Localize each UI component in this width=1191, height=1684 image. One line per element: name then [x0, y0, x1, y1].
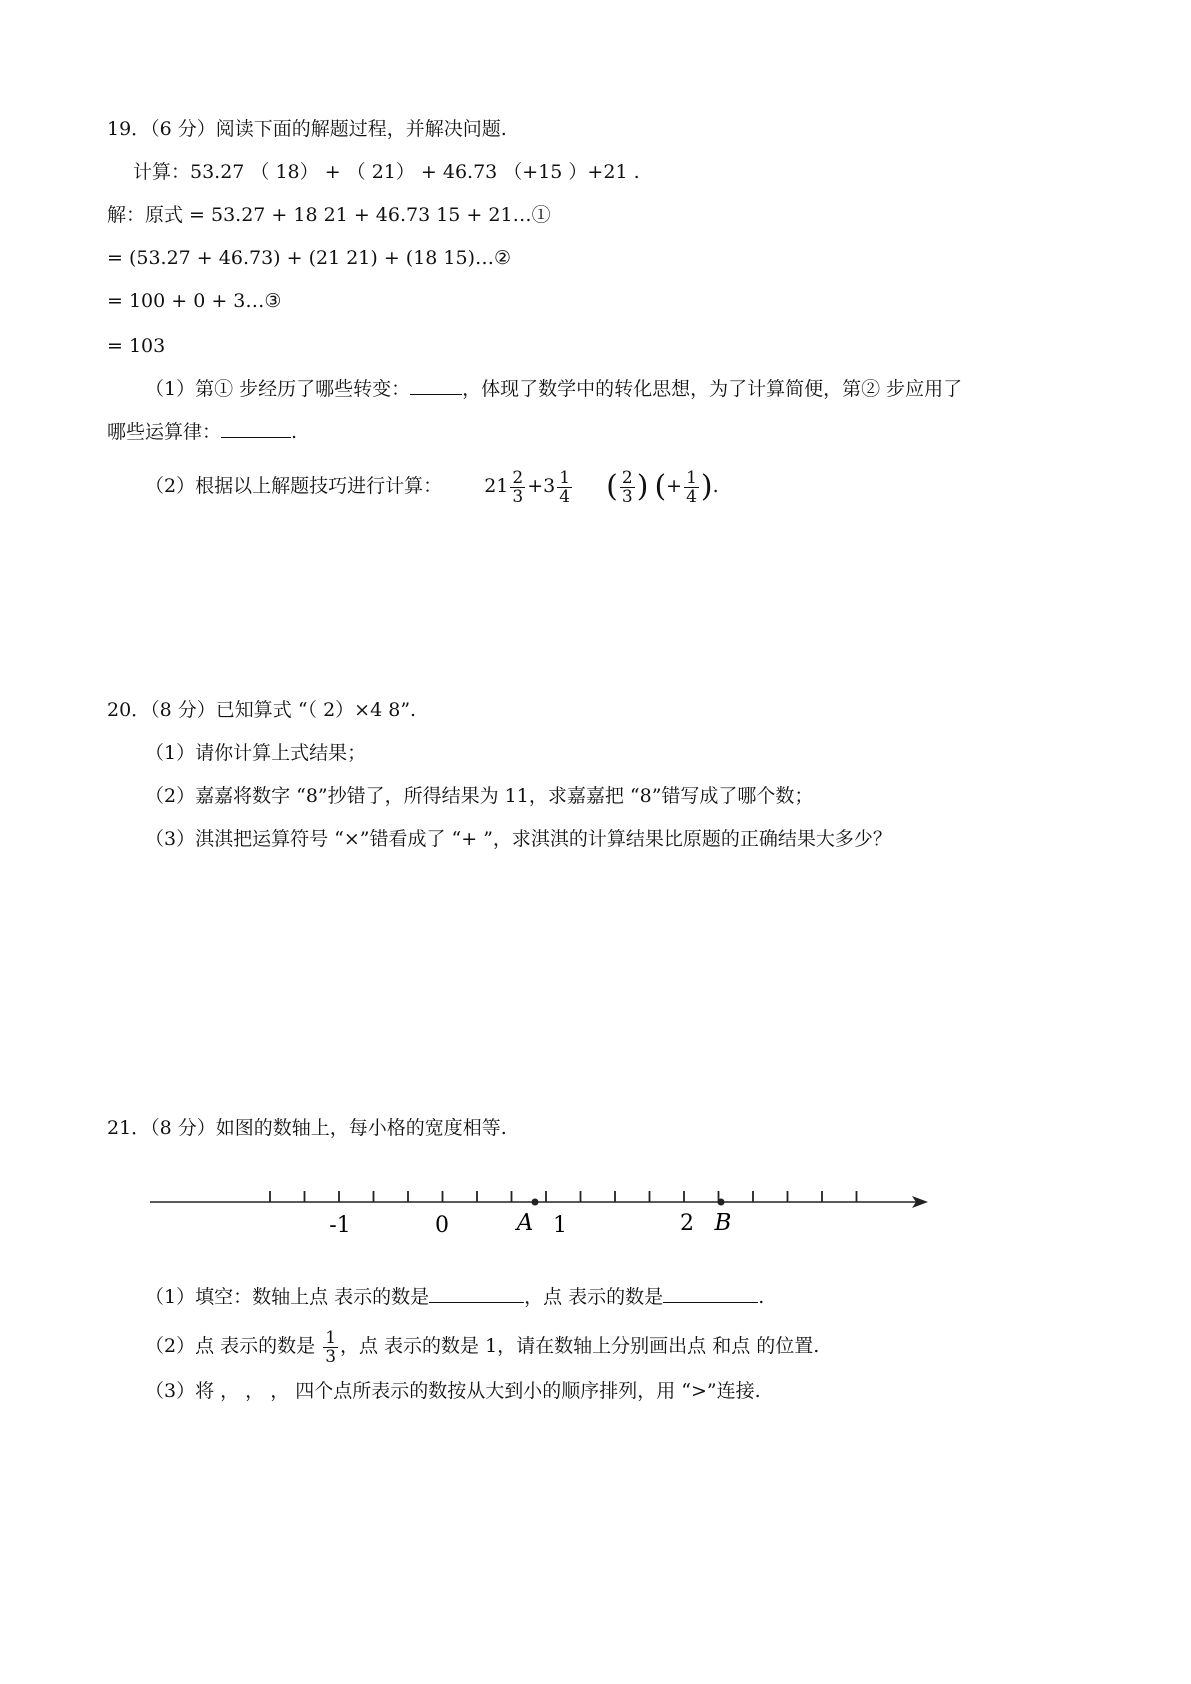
- q19-part2-rparen2: ): [700, 469, 713, 504]
- axis-label-B: B: [714, 1210, 732, 1236]
- q19-part2-whole: 21: [484, 475, 509, 497]
- axis-label-A: A: [516, 1210, 534, 1236]
- q21-header: 21．（8 分）如图的数轴上，每小格的宽度相等.: [107, 1117, 507, 1139]
- q19-solution-step1: 解：原式 = 53.27 + 18 21 + 46.73 15 + 21…①: [107, 204, 551, 226]
- q19-part1-line1: [145, 376, 962, 402]
- axis-label-1: 1: [553, 1213, 567, 1238]
- q19-solution-step2: = (53.27 + 46.73) + (21 21) + (18 15)…②: [107, 247, 512, 269]
- axis-label-0: 0: [435, 1213, 449, 1238]
- q21-part2-text-b: ，点 表示的数是 1，请在数轴上分别画出点 和点 的位置.: [340, 1335, 820, 1357]
- point-A: [532, 1199, 539, 1206]
- q20-part2: （2）嘉嘉将数字 “8”抄错了，所得结果为 11，求嘉嘉把 “8”错写成了哪个数；: [145, 785, 814, 807]
- axis-label-2: 2: [680, 1211, 694, 1236]
- q19-part2-frac2: $\frac{1}{4}$: [559, 467, 571, 507]
- q19-part2-frac3: $\frac{2}{3}$: [621, 467, 633, 507]
- q19-solution-step3: = 100 + 0 + 3…③: [107, 290, 282, 312]
- axis-ticks: [270, 1191, 857, 1202]
- q19-part2-rparen1: ): [636, 469, 649, 504]
- q19-part1-text-b: ，体现了数学中的转化思想，为了计算简便，第② 步应用了: [462, 378, 963, 400]
- q19-part2-frac4: $\frac{1}{4}$: [686, 467, 697, 507]
- q19-part1-blank2[interactable]: [221, 419, 291, 438]
- q21-part2: [145, 1326, 819, 1366]
- q19-part2: [145, 466, 719, 506]
- q19-solution-step4: = 103: [107, 335, 166, 357]
- q20-part3: （3）淇淇把运算符号 “×”错看成了 “+ ”，求淇淇的计算结果比原题的正确结果大多少？: [145, 828, 892, 850]
- q19-part2-label: （2）根据以上解题技巧进行计算：: [145, 475, 443, 497]
- q19-part2-frac1: $\frac{2}{3}$: [512, 467, 524, 507]
- q19-part1-text-c: 哪些运算律：: [107, 421, 222, 443]
- q21-part3: （3）将 ， ， ， 四个点所表示的数按从大到小的顺序排列，用 “>”连接.: [145, 1380, 761, 1402]
- q19-part2-lparen2: (: [654, 469, 667, 504]
- q21-part1-text-b: ，点 表示的数是: [524, 1286, 664, 1308]
- q19-part2-period: .: [712, 475, 719, 497]
- q19-header: 19．（6 分）阅读下面的解题过程，并解决问题.: [107, 118, 507, 140]
- q19-part2-lparen1: (: [606, 469, 618, 504]
- q19-part1-text-a: （1）第① 步经历了哪些转变：: [145, 378, 411, 400]
- axis-label-neg1: -1: [329, 1213, 351, 1238]
- q19-part2-plus3: +3: [527, 475, 556, 497]
- number-line: [150, 1178, 930, 1238]
- q21-part2-frac: $\frac{1}{3}$: [325, 1327, 337, 1367]
- q21-part1-period: .: [758, 1286, 765, 1308]
- q19-part1-line2: [107, 419, 297, 445]
- q21-part2-text-a: （2）点 表示的数是: [145, 1335, 316, 1357]
- q20-header: 20．（8 分）已知算式 “（ 2）×4 8”.: [107, 699, 417, 721]
- q19-part1-blank1[interactable]: [410, 376, 462, 395]
- q21-part1-text-a: （1）填空：数轴上点 表示的数是: [145, 1286, 430, 1308]
- q21-part1: [145, 1284, 764, 1310]
- point-B: [718, 1199, 725, 1206]
- q19-part1-period: .: [291, 421, 298, 443]
- q21-part1-blank2[interactable]: [663, 1284, 758, 1303]
- q20-part1: （1）请你计算上式结果；: [145, 742, 367, 764]
- q19-calc: 计算：53.27 （ 18） + （ 21） + 46.73 （+15 ）+21 .: [133, 161, 640, 183]
- q21-part1-blank1[interactable]: [429, 1284, 524, 1303]
- q19-part2-plus: +: [666, 475, 683, 497]
